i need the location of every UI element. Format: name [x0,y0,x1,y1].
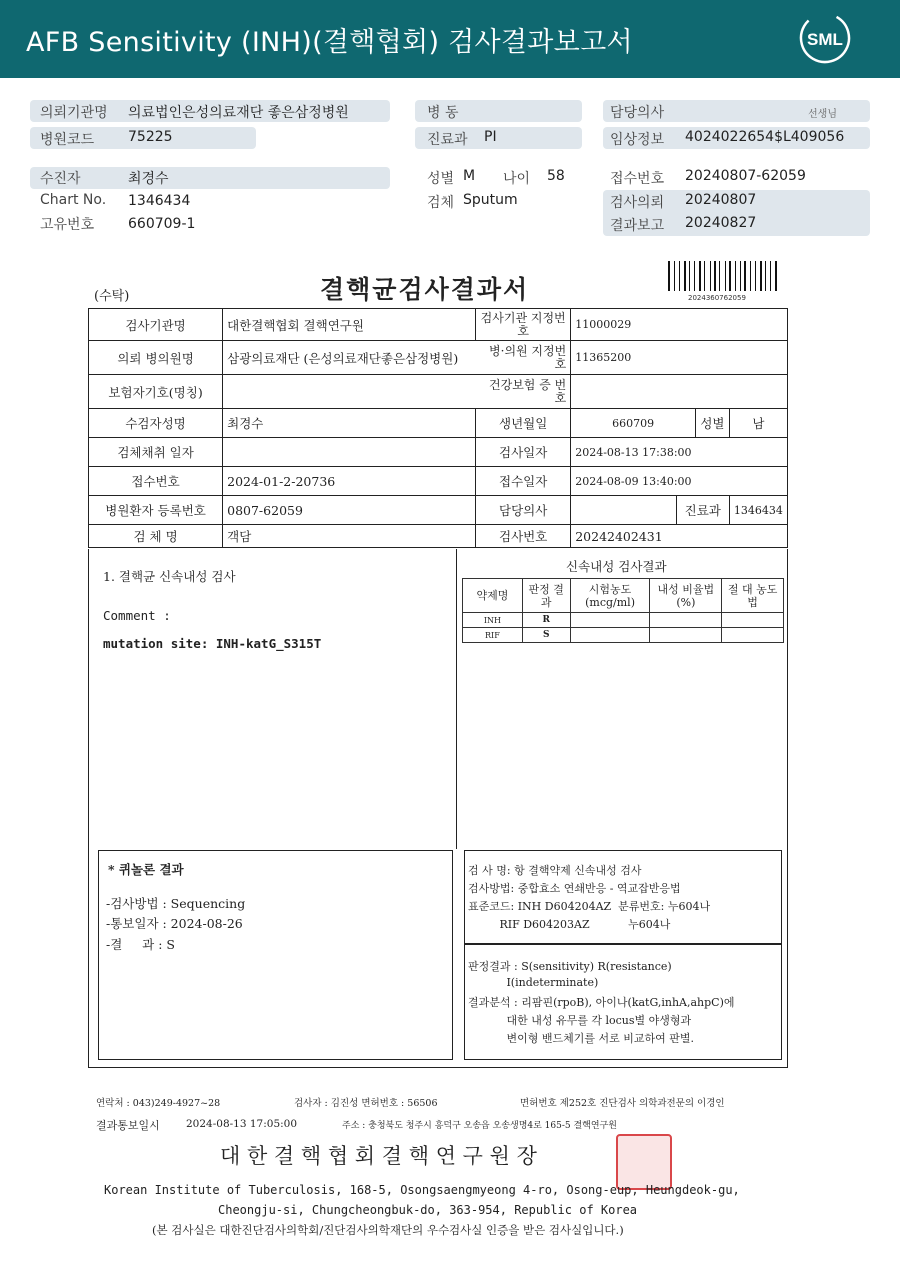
quinolone-box [98,850,453,1060]
footer-notice-value: 2024-08-13 17:05:00 [186,1118,298,1130]
col-drug: 약제명 [463,579,523,613]
drug-cell: RIF [463,628,523,643]
dept-label: 진료과 [427,132,468,148]
receipt-date-value: 2024-08-09 13:40:00 [571,467,788,496]
abs-cell [722,628,784,643]
doctor-label: 담당의사 [610,105,665,121]
conc-cell [570,613,650,628]
request-value: 20240807 [685,192,757,208]
receipt-value: 20240807-62059 [685,168,806,184]
sex2-value: 남 [729,409,787,438]
barcode-number: 2024360762059 [688,294,746,302]
doctor2-value [571,496,676,525]
hospital-code-label: 병원코드 [40,132,95,148]
sex-label: 성별 [427,171,455,187]
footer-notice-label: 결과통보일시 [96,1119,160,1132]
footer-address-en2: Cheongju-si, Chungcheongbuk-do, 363-954, Republic of Korea [218,1203,638,1217]
health-label: 건강보험 증 번 호 [476,375,571,409]
quinolone-result: -결 과 : S [106,937,175,952]
method-line3: 표준코드: INH D604204AZ 분류번호: 누604나 [468,900,711,913]
resistance-table [462,578,784,643]
result-cell: R [522,613,570,628]
footer-address-en1: Korean Institute of Tuberculosis, 168-5, Osongsaengmyeong 4-ro, Osong-eup, Heungdeok-gu, [104,1183,740,1197]
quinolone-title: * 퀴놀론 결과 [108,862,184,877]
footer-address-ko: 주소 : 충청북도 청주시 흥덕구 오송읍 오송생명4로 165-5 결핵연구원 [342,1121,617,1131]
chart-label: Chart No. [40,192,107,208]
inst-value: 대한결핵협회 결핵연구원 [223,309,476,341]
method-line7: 결과분석 : 리팜핀(rpoB), 아이나(katG,inhA,ahpC)에 [468,996,735,1009]
footer-org-name: 대 한 결 핵 협 회 결 핵 연 구 원 장 [220,1144,537,1168]
mutation-site: mutation site: INH-katG_S315T [103,636,322,651]
receipt2-label: 접수번호 [89,467,223,496]
pill-patient [30,167,390,189]
inst-no-label: 검사기관 지정번호 [476,309,571,341]
age-value: 58 [547,168,565,184]
health-value [571,375,788,409]
method-line5: 판정결과 : S(sensitivity) R(resistance) [468,960,672,973]
patient-label: 수진자 [40,171,81,187]
inst-label: 검사기관명 [89,309,223,341]
specimen2-value: 객담 [223,525,476,548]
test-date-label: 검사일자 [476,438,571,467]
doc-title: 결핵균검사결과서 [320,275,530,304]
institution-label: 의뢰기관명 [40,105,108,121]
chart-value: 1346434 [128,193,191,209]
footer-certification: (본 검사실은 대한진단검사의학회/진단검사의학재단의 우수검사실 인증을 받은 검사실입니다.) [152,1223,624,1237]
col-abs: 절 대 농도법 [722,579,784,613]
birth-label: 생년월일 [476,409,571,438]
consign-mark: (수탁) [94,289,130,304]
ratio-cell [650,628,722,643]
unique-value: 660709-1 [128,216,196,232]
dept2-label: 진료과 [676,496,729,525]
ins-label: 보험자기호(명칭) [89,375,223,409]
ratio-cell [650,613,722,628]
footer-contact: 연락처 : 043)249-4927~28 [96,1098,221,1109]
unique-label: 고유번호 [40,217,95,233]
report-header [0,0,900,78]
ward-label: 병 동 [427,105,459,121]
sex-value: M [463,168,476,184]
comment-label: Comment : [103,608,171,623]
logo-text: SML [807,30,843,49]
patient-value: 최경수 [128,171,169,187]
reg-label: 병원환자 등록번호 [89,496,223,525]
ins-value [223,375,476,409]
dept2-value: 1346434 [729,496,787,525]
rapid-result-title: 신속내성 검사결과 [566,559,667,574]
test-no-label: 검사번호 [476,525,571,548]
clinical-label: 임상정보 [610,132,665,148]
receipt-date-label: 접수일자 [476,467,571,496]
req-no-value: 11365200 [571,341,788,375]
quinolone-date: -통보일자 : 2024-08-26 [106,916,243,931]
specimen-value: Sputum [463,192,518,208]
name-label: 수검자성명 [89,409,223,438]
result-cell: S [522,628,570,643]
drug-cell: INH [463,613,523,628]
info-table [88,308,788,548]
footer-examiner: 검사자 : 김진성 면허번호 : 56506 [294,1098,438,1109]
report-value: 20240827 [685,215,757,231]
method-line2: 검사방법: 중합효소 연쇄반응 - 역교잡반응법 [468,882,681,895]
doctor-value: 선생님 [808,109,837,120]
method-line9: 변이형 밴드체기를 서로 비교하여 판별. [468,1032,694,1045]
collect-label: 검체채취 일자 [89,438,223,467]
inst-no-value: 11000029 [571,309,788,341]
test-date-value: 2024-08-13 17:38:00 [571,438,788,467]
conc-cell [570,628,650,643]
sex2-label: 성별 [695,409,729,438]
report-label: 결과보고 [610,218,665,234]
method-line6: I(indeterminate) [468,976,599,989]
collect-value [223,438,476,467]
req-label: 의뢰 병의원명 [89,341,223,375]
birth-value: 660709 [571,409,696,438]
seal-stamp [616,1134,672,1190]
method-line8: 대한 내성 유무를 각 locus별 야생형과 [468,1014,692,1027]
table-row [463,613,784,628]
col-result: 판정 결과 [522,579,570,613]
test-no-value: 20242402431 [571,525,788,548]
abs-cell [722,613,784,628]
rapid-heading: 1. 결핵균 신속내성 검사 [103,569,236,584]
specimen2-label: 검 체 명 [89,525,223,548]
report-title: AFB Sensitivity (INH)(결핵협회) 검사결과보고서 [26,27,633,58]
method-line1: 검 사 명: 항 결핵약제 신속내성 검사 [468,864,642,877]
dept-value: PI [484,129,497,145]
table-row [463,628,784,643]
col-conc: 시험농도 (mcg/ml) [570,579,650,613]
reg-value: 0807-62059 [223,496,476,525]
receipt-label: 접수번호 [610,171,665,187]
name-value: 최경수 [223,409,476,438]
results-divider [456,549,457,849]
req-no-label: 병·의원 지정번호 [476,341,571,375]
request-label: 검사의뢰 [610,195,665,211]
age-label: 나이 [503,171,531,187]
sml-logo [798,11,852,65]
receipt2-value: 2024-01-2-20736 [223,467,476,496]
barcode [668,261,782,295]
col-ratio: 내성 비율법(%) [650,579,722,613]
footer-license: 면허번호 제252호 진단검사 의학과전문의 이경인 [520,1098,725,1109]
hospital-code-value: 75225 [128,129,173,145]
doctor2-label: 담당의사 [476,496,571,525]
req-value: 삼광의료재단 (은성의료재단좋은삼정병원) [223,341,476,375]
institution-value: 의료법인은성의료재단 좋은삼정병원 [128,105,349,121]
quinolone-method: -검사방법 : Sequencing [106,896,246,911]
specimen-label: 검체 [427,195,455,211]
method-line4: RIF D604203AZ 누604나 [468,918,671,931]
clinical-value: 4024022654$L409056 [685,129,845,145]
